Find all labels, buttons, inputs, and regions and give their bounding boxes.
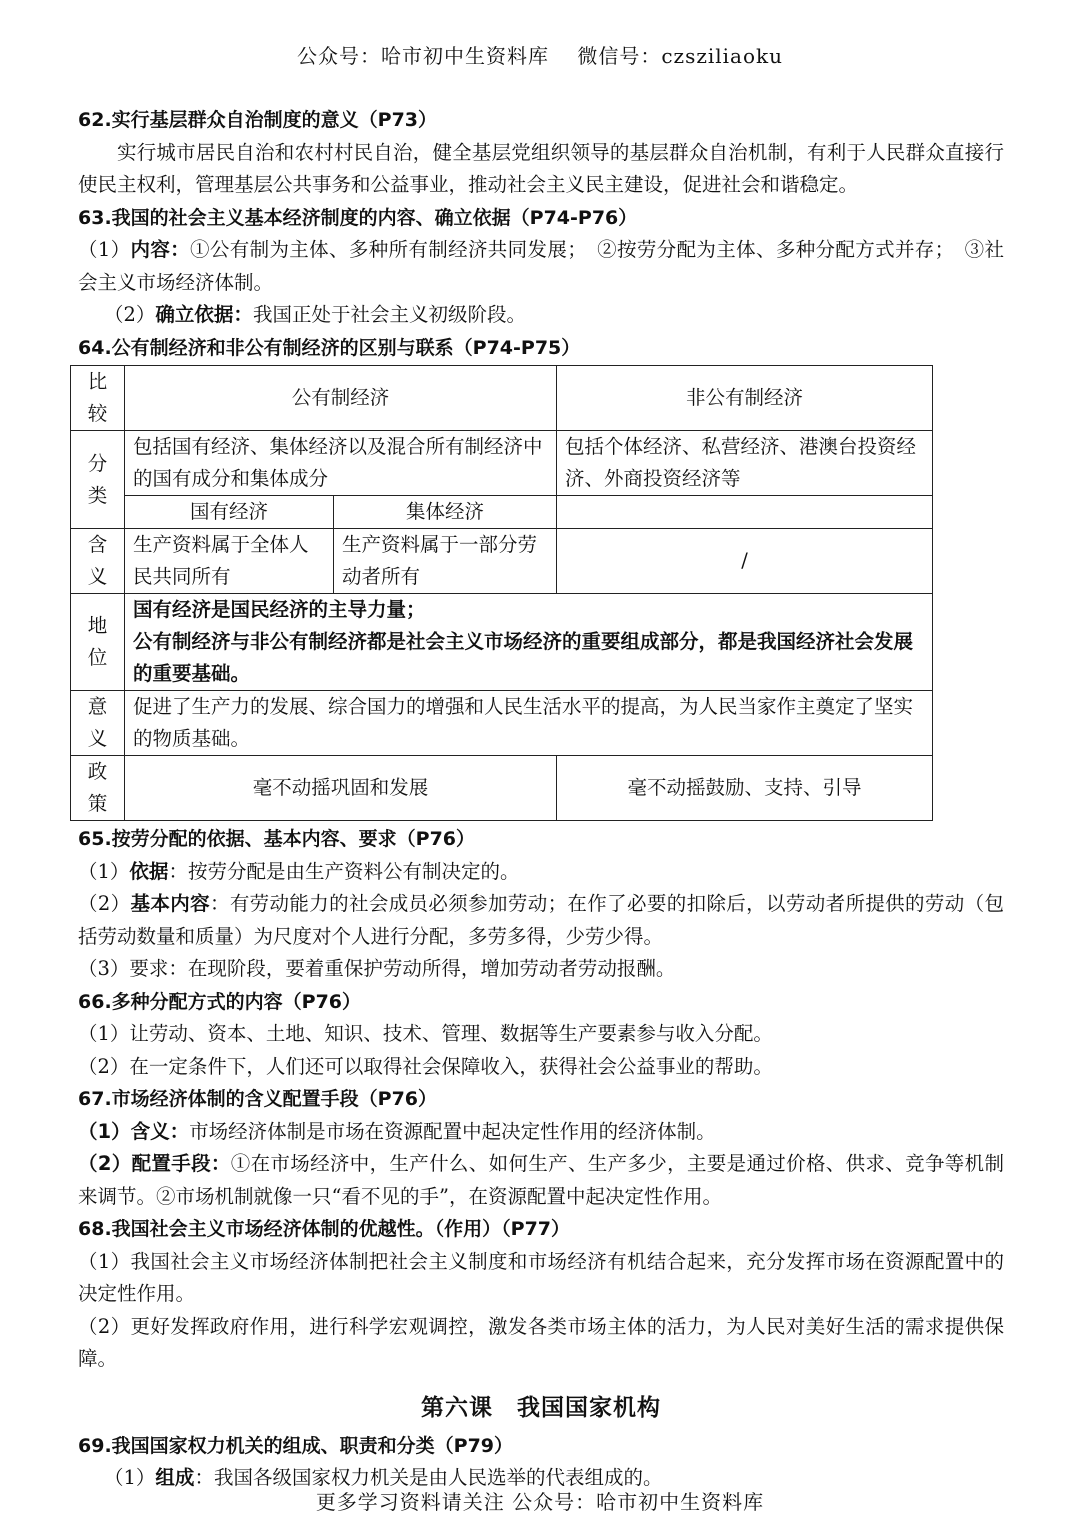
section-63-item-2	[78, 299, 1004, 332]
item-label: 组成	[155, 1466, 195, 1489]
table-cell-policy-public: 毫不动摇巩固和发展	[125, 756, 557, 821]
table-cell-meaning-nonpublic: /	[557, 529, 933, 594]
section-68-item-1: （1）我国社会主义市场经济体制把社会主义制度和市场经济有机结合起来，充分发挥市场在资源配置中的决定性作用。	[78, 1249, 1004, 1305]
table-subheader-state: 国有经济	[125, 496, 334, 529]
table-cell-significance: 促进了生产力的发展、综合国力的增强和人民生活水平的提高，为人民当家作主奠定了坚实的物质基础。	[125, 691, 933, 756]
table-header-nonpublic: 非公有制经济	[557, 366, 933, 431]
table-header-compare: 比较	[71, 366, 125, 431]
item-prefix: （1）	[104, 1466, 156, 1489]
item-label: （2）配置手段：	[78, 1152, 231, 1175]
table-row-meaning	[71, 529, 933, 594]
item-label: 基本内容	[130, 892, 210, 915]
item-prefix: （1）	[78, 859, 130, 883]
section-63-title: 63.我国的社会主义基本经济制度的内容、确立依据（P74-P76）	[78, 206, 638, 229]
section-65-item-1	[78, 856, 1004, 889]
status-line-1: 国有经济是国民经济的主导力量；	[133, 598, 426, 621]
table-cell-category-public: 包括国有经济、集体经济以及混合所有制经济中的国有成分和集体成分	[125, 431, 557, 496]
comparison-table	[70, 365, 933, 821]
section-62-body: 实行城市居民自治和农村村民自治，健全基层党组织领导的基层群众自治机制，有利于人民群众直接行使民主权利，管理基层公共事务和公益事业，推动社会主义民主建设，促进社会和谐稳定。	[78, 140, 1004, 196]
table-row-status	[71, 594, 933, 691]
section-69-title: 69.我国国家权力机关的组成、职责和分类（P79）	[78, 1434, 514, 1457]
item-prefix: （2）	[78, 892, 131, 915]
table-subheader-collective: 集体经济	[334, 496, 557, 529]
item-text: 我国正处于社会主义初级阶段。	[252, 303, 526, 326]
item-label: 确立依据：	[155, 303, 253, 326]
lesson-title: 第六课 我国国家机构	[421, 1394, 661, 1421]
table-cell-status	[125, 594, 933, 691]
section-63-item-1	[78, 234, 1004, 299]
item-text: ①公有制为主体、多种所有制经济共同发展； ②按劳分配为主体、多种分配方式并存； ③社会主义市场经济体制。	[78, 238, 1004, 294]
section-65-item-2	[78, 888, 1004, 953]
table-row-policy	[71, 756, 933, 821]
table-cell-empty	[557, 496, 933, 529]
section-68-title: 68.我国社会主义市场经济体制的优越性。（作用）（P77）	[78, 1218, 571, 1240]
page-header: 公众号：哈市初中生资料库 微信号：czsziliaoku	[296, 44, 784, 68]
item-text: ①在市场经济中，生产什么、如何生产、生产多少，主要是通过价格、供求、竞争等机制来调节。②市场机制就像一只“看不见的手”，在资源配置中起决定性作用。	[78, 1152, 1004, 1208]
page-footer: 更多学习资料请关注 公众号：哈市初中生资料库	[315, 1490, 765, 1514]
section-62-title: 62.实行基层群众自治制度的意义（P73）	[78, 109, 438, 131]
table-label-meaning: 含义	[71, 529, 125, 594]
table-label-significance: 意义	[71, 691, 125, 756]
table-label-status: 地位	[71, 594, 125, 691]
document-body	[78, 104, 1004, 1495]
table-cell-meaning-collective: 生产资料属于一部分劳动者所有	[334, 529, 557, 594]
table-row-significance	[71, 691, 933, 756]
item-prefix: （1）	[78, 238, 131, 261]
section-64-title: 64.公有制经济和非公有制经济的区别与联系（P74-P75）	[78, 336, 581, 359]
item-prefix: （2）	[104, 303, 156, 326]
item-text: ：我国各级国家权力机关是由人民选举的代表组成的。	[194, 1466, 663, 1489]
table-cell-policy-nonpublic: 毫不动摇鼓励、支持、引导	[557, 756, 933, 821]
item-label: 内容：	[130, 238, 191, 261]
section-65-item-3: （3）要求：在现阶段，要着重保护劳动所得，增加劳动者劳动报酬。	[78, 957, 676, 980]
status-line-2: 公有制经济与非公有制经济都是社会主义市场经济的重要组成部分，都是我国经济社会发展的重要基础。	[133, 630, 914, 685]
table-cell-meaning-state: 生产资料属于全体人民共同所有	[125, 529, 334, 594]
section-67-item-1	[78, 1116, 1004, 1149]
section-66-title: 66.多种分配方式的内容（P76）	[78, 990, 362, 1013]
item-label: 依据	[129, 859, 169, 883]
item-text: 市场经济体制是市场在资源配置中起决定性作用的经济体制。	[189, 1119, 716, 1143]
section-66-item-1: （1）让劳动、资本、土地、知识、技术、管理、数据等生产要素参与收入分配。	[78, 1022, 773, 1045]
item-label: （1）含义：	[78, 1119, 190, 1143]
section-67-item-2	[78, 1148, 1004, 1213]
table-row-category	[71, 431, 933, 496]
section-67-title: 67.市场经济体制的含义配置手段（P76）	[78, 1088, 438, 1110]
table-label-policy: 政策	[71, 756, 125, 821]
table-row-header	[71, 366, 933, 431]
table-row-subheader	[71, 496, 933, 529]
item-text: ：有劳动能力的社会成员必须参加劳动；在作了必要的扣除后，以劳动者所提供的劳动（包括劳动数量和质量）为尺度对个人进行分配，多劳多得，少劳少得。	[78, 892, 1004, 948]
section-68-item-2: （2）更好发挥政府作用，进行科学宏观调控，激发各类市场主体的活力，为人民对美好生活的需求提供保障。	[78, 1314, 1004, 1370]
section-65-title: 65.按劳分配的依据、基本内容、要求（P76）	[78, 828, 476, 850]
item-text: ：按劳分配是由生产资料公有制决定的。	[168, 859, 520, 883]
section-66-item-2: （2）在一定条件下，人们还可以取得社会保障收入，获得社会公益事业的帮助。	[78, 1054, 773, 1078]
table-header-public: 公有制经济	[125, 366, 557, 431]
table-label-category: 分类	[71, 431, 125, 529]
table-cell-category-nonpublic: 包括个体经济、私营经济、港澳台投资经济、外商投资经济等	[557, 431, 933, 496]
